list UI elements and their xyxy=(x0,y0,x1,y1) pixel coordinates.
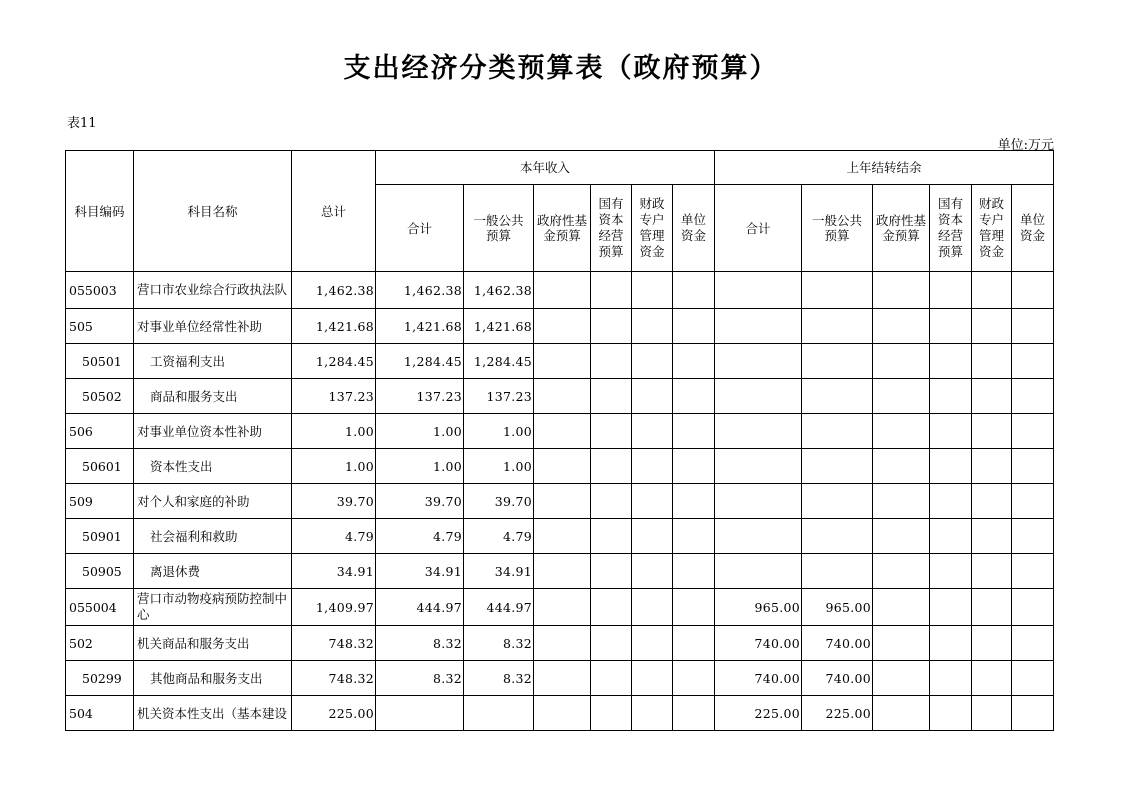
cell-p-cap xyxy=(930,696,972,731)
cell-p-unit xyxy=(1012,309,1054,344)
cell-p-cap xyxy=(930,626,972,661)
table-row xyxy=(66,519,1054,554)
cell-c-gen: 4.79 xyxy=(464,519,534,554)
cell-c-spec xyxy=(632,626,673,661)
cell-c-cap xyxy=(591,309,632,344)
header-carry-special xyxy=(972,185,1012,272)
cell-p-unit xyxy=(1012,484,1054,519)
table-row xyxy=(66,309,1054,344)
cell-p-unit xyxy=(1012,554,1054,589)
cell-c-sum: 1,462.38 xyxy=(376,272,464,309)
table-row xyxy=(66,344,1054,379)
cell-p-gen xyxy=(802,554,873,589)
cell-c-sum: 39.70 xyxy=(376,484,464,519)
header-current-general xyxy=(464,185,534,272)
cell-code: 50901 xyxy=(66,519,134,554)
cell-p-cap xyxy=(930,589,972,626)
cell-p-sum xyxy=(715,554,802,589)
cell-p-spec xyxy=(972,272,1012,309)
cell-p-fund xyxy=(873,272,930,309)
cell-code: 055003 xyxy=(66,272,134,309)
cell-c-cap xyxy=(591,414,632,449)
header-current-fund xyxy=(534,185,591,272)
cell-c-sum: 1,284.45 xyxy=(376,344,464,379)
cell-total: 1,462.38 xyxy=(292,272,376,309)
cell-p-spec xyxy=(972,589,1012,626)
cell-name: 机关商品和服务支出 xyxy=(134,626,292,661)
cell-p-sum xyxy=(715,519,802,554)
header-current-unit xyxy=(673,185,715,272)
cell-p-cap xyxy=(930,661,972,696)
header-carryover: 上年结转结余 xyxy=(715,151,1054,185)
cell-p-sum xyxy=(715,414,802,449)
header-current-unit-text: 单位资金 xyxy=(680,212,706,243)
cell-p-fund xyxy=(873,414,930,449)
cell-c-unit xyxy=(673,661,715,696)
cell-c-sum: 4.79 xyxy=(376,519,464,554)
cell-p-gen xyxy=(802,449,873,484)
cell-p-gen: 965.00 xyxy=(802,589,873,626)
cell-c-gen: 1,284.45 xyxy=(464,344,534,379)
table-row xyxy=(66,626,1054,661)
cell-p-sum: 965.00 xyxy=(715,589,802,626)
cell-p-gen xyxy=(802,272,873,309)
cell-code: 50501 xyxy=(66,344,134,379)
cell-c-spec xyxy=(632,344,673,379)
table-row xyxy=(66,661,1054,696)
cell-p-gen xyxy=(802,344,873,379)
cell-code: 50299 xyxy=(66,661,134,696)
cell-code: 50601 xyxy=(66,449,134,484)
cell-c-spec xyxy=(632,484,673,519)
cell-code: 50905 xyxy=(66,554,134,589)
cell-p-gen xyxy=(802,414,873,449)
cell-p-cap xyxy=(930,484,972,519)
cell-c-fund xyxy=(534,519,591,554)
cell-c-gen: 34.91 xyxy=(464,554,534,589)
cell-p-fund xyxy=(873,309,930,344)
cell-c-gen: 1,462.38 xyxy=(464,272,534,309)
cell-c-cap xyxy=(591,379,632,414)
cell-c-fund xyxy=(534,626,591,661)
header-carry-unit xyxy=(1012,185,1054,272)
cell-p-spec xyxy=(972,414,1012,449)
cell-name: 离退休费 xyxy=(134,554,292,589)
cell-code: 502 xyxy=(66,626,134,661)
cell-c-gen: 1,421.68 xyxy=(464,309,534,344)
cell-code: 50502 xyxy=(66,379,134,414)
cell-c-gen: 39.70 xyxy=(464,484,534,519)
cell-p-cap xyxy=(930,309,972,344)
header-carry-sum: 合计 xyxy=(715,185,802,272)
cell-total: 1,284.45 xyxy=(292,344,376,379)
cell-p-cap xyxy=(930,554,972,589)
cell-total: 1,409.97 xyxy=(292,589,376,626)
cell-c-cap xyxy=(591,272,632,309)
cell-p-gen xyxy=(802,309,873,344)
cell-c-unit xyxy=(673,309,715,344)
header-carry-fund xyxy=(873,185,930,272)
cell-total: 4.79 xyxy=(292,519,376,554)
table-row xyxy=(66,589,1054,626)
table-row xyxy=(66,414,1054,449)
cell-p-unit xyxy=(1012,696,1054,731)
cell-p-unit xyxy=(1012,589,1054,626)
cell-p-sum: 740.00 xyxy=(715,626,802,661)
header-current-special xyxy=(632,185,673,272)
header-current-special-text: 财政专户管理资金 xyxy=(639,196,665,259)
unit-label: 单位:万元 xyxy=(997,138,1054,153)
cell-c-spec xyxy=(632,661,673,696)
cell-p-spec xyxy=(972,344,1012,379)
cell-p-sum xyxy=(715,379,802,414)
cell-c-gen: 8.32 xyxy=(464,626,534,661)
header-carry-general xyxy=(802,185,873,272)
cell-p-unit xyxy=(1012,519,1054,554)
cell-p-gen xyxy=(802,484,873,519)
table-row xyxy=(66,379,1054,414)
cell-p-gen xyxy=(802,519,873,554)
cell-c-spec xyxy=(632,272,673,309)
cell-p-gen: 740.00 xyxy=(802,626,873,661)
table-row xyxy=(66,696,1054,731)
cell-c-sum: 8.32 xyxy=(376,626,464,661)
cell-c-cap xyxy=(591,661,632,696)
cell-p-gen xyxy=(802,379,873,414)
header-carry-general-text: 一般公共预算 xyxy=(811,213,862,243)
cell-p-fund xyxy=(873,344,930,379)
cell-total: 1.00 xyxy=(292,414,376,449)
cell-c-cap xyxy=(591,519,632,554)
header-total: 总计 xyxy=(292,151,376,272)
cell-p-cap xyxy=(930,519,972,554)
cell-p-unit xyxy=(1012,344,1054,379)
cell-c-cap xyxy=(591,589,632,626)
cell-p-spec xyxy=(972,309,1012,344)
cell-p-cap xyxy=(930,414,972,449)
cell-p-sum xyxy=(715,449,802,484)
cell-c-fund xyxy=(534,661,591,696)
cell-c-sum: 444.97 xyxy=(376,589,464,626)
cell-c-cap xyxy=(591,554,632,589)
cell-name: 机关资本性支出（基本建设 xyxy=(134,696,292,731)
cell-p-spec xyxy=(972,661,1012,696)
cell-p-sum xyxy=(715,484,802,519)
cell-c-unit xyxy=(673,344,715,379)
cell-c-cap xyxy=(591,449,632,484)
cell-c-unit xyxy=(673,626,715,661)
cell-c-spec xyxy=(632,589,673,626)
table-row xyxy=(66,272,1054,309)
cell-c-unit xyxy=(673,589,715,626)
cell-name: 对个人和家庭的补助 xyxy=(134,484,292,519)
cell-p-fund xyxy=(873,484,930,519)
header-carry-capital xyxy=(930,185,972,272)
header-current-capital-text: 国有资本经营预算 xyxy=(598,196,624,259)
cell-c-spec xyxy=(632,449,673,484)
cell-c-spec xyxy=(632,519,673,554)
cell-c-unit xyxy=(673,272,715,309)
cell-c-spec xyxy=(632,696,673,731)
cell-total: 39.70 xyxy=(292,484,376,519)
cell-p-sum xyxy=(715,309,802,344)
cell-c-gen: 444.97 xyxy=(464,589,534,626)
cell-p-gen: 225.00 xyxy=(802,696,873,731)
cell-c-fund xyxy=(534,309,591,344)
cell-p-cap xyxy=(930,272,972,309)
cell-c-unit xyxy=(673,554,715,589)
cell-c-sum: 8.32 xyxy=(376,661,464,696)
cell-p-fund xyxy=(873,661,930,696)
cell-c-gen: 1.00 xyxy=(464,449,534,484)
cell-p-sum xyxy=(715,272,802,309)
cell-c-fund xyxy=(534,696,591,731)
cell-p-unit xyxy=(1012,626,1054,661)
cell-c-spec xyxy=(632,414,673,449)
cell-c-fund xyxy=(534,449,591,484)
cell-p-sum xyxy=(715,344,802,379)
cell-total: 748.32 xyxy=(292,626,376,661)
cell-c-unit xyxy=(673,519,715,554)
cell-name: 营口市农业综合行政执法队 xyxy=(134,272,292,309)
cell-c-fund xyxy=(534,554,591,589)
cell-total: 34.91 xyxy=(292,554,376,589)
cell-name: 对事业单位经常性补助 xyxy=(134,309,292,344)
cell-name: 营口市动物疫病预防控制中心 xyxy=(134,589,292,626)
cell-c-sum: 1.00 xyxy=(376,414,464,449)
cell-p-cap xyxy=(930,449,972,484)
cell-p-unit xyxy=(1012,272,1054,309)
cell-name: 对事业单位资本性补助 xyxy=(134,414,292,449)
cell-c-cap xyxy=(591,344,632,379)
cell-p-spec xyxy=(972,696,1012,731)
cell-p-fund xyxy=(873,519,930,554)
cell-total: 1,421.68 xyxy=(292,309,376,344)
cell-p-spec xyxy=(972,449,1012,484)
header-carry-unit-text: 单位资金 xyxy=(1019,212,1045,243)
cell-p-fund xyxy=(873,626,930,661)
cell-c-spec xyxy=(632,379,673,414)
cell-c-sum: 34.91 xyxy=(376,554,464,589)
cell-p-sum: 225.00 xyxy=(715,696,802,731)
header-name: 科目名称 xyxy=(134,151,292,272)
cell-c-gen: 8.32 xyxy=(464,661,534,696)
cell-name: 商品和服务支出 xyxy=(134,379,292,414)
cell-c-spec xyxy=(632,309,673,344)
cell-name: 社会福利和救助 xyxy=(134,519,292,554)
cell-c-gen: 137.23 xyxy=(464,379,534,414)
header-current-income: 本年收入 xyxy=(376,151,715,185)
cell-c-fund xyxy=(534,344,591,379)
cell-c-unit xyxy=(673,696,715,731)
cell-code: 509 xyxy=(66,484,134,519)
cell-p-spec xyxy=(972,626,1012,661)
cell-c-cap xyxy=(591,696,632,731)
cell-c-fund xyxy=(534,379,591,414)
cell-c-unit xyxy=(673,414,715,449)
cell-c-sum: 1,421.68 xyxy=(376,309,464,344)
cell-p-unit xyxy=(1012,414,1054,449)
cell-p-spec xyxy=(972,519,1012,554)
header-carry-capital-text: 国有资本经营预算 xyxy=(937,196,963,259)
cell-p-fund xyxy=(873,449,930,484)
cell-total: 1.00 xyxy=(292,449,376,484)
cell-p-fund xyxy=(873,589,930,626)
cell-p-unit xyxy=(1012,661,1054,696)
cell-c-fund xyxy=(534,589,591,626)
cell-name: 其他商品和服务支出 xyxy=(134,661,292,696)
header-current-fund-text: 政府性基金预算 xyxy=(536,213,587,243)
cell-code: 506 xyxy=(66,414,134,449)
header-code: 科目编码 xyxy=(66,151,134,272)
cell-total: 137.23 xyxy=(292,379,376,414)
cell-c-unit xyxy=(673,484,715,519)
cell-c-fund xyxy=(534,272,591,309)
cell-c-gen: 1.00 xyxy=(464,414,534,449)
cell-c-fund xyxy=(534,484,591,519)
cell-c-sum: 1.00 xyxy=(376,449,464,484)
cell-total: 225.00 xyxy=(292,696,376,731)
cell-code: 055004 xyxy=(66,589,134,626)
cell-name: 资本性支出 xyxy=(134,449,292,484)
cell-c-sum xyxy=(376,696,464,731)
table-row xyxy=(66,449,1054,484)
cell-p-sum: 740.00 xyxy=(715,661,802,696)
cell-p-unit xyxy=(1012,449,1054,484)
cell-p-spec xyxy=(972,554,1012,589)
cell-p-unit xyxy=(1012,379,1054,414)
table-row xyxy=(66,554,1054,589)
cell-p-fund xyxy=(873,696,930,731)
cell-c-spec xyxy=(632,554,673,589)
cell-p-fund xyxy=(873,554,930,589)
header-current-general-text: 一般公共预算 xyxy=(473,213,524,243)
cell-code: 505 xyxy=(66,309,134,344)
header-current-capital xyxy=(591,185,632,272)
cell-code: 504 xyxy=(66,696,134,731)
page-title: 支出经济分类预算表（政府预算） xyxy=(343,53,779,84)
cell-c-unit xyxy=(673,379,715,414)
cell-total: 748.32 xyxy=(292,661,376,696)
cell-p-spec xyxy=(972,379,1012,414)
cell-p-cap xyxy=(930,344,972,379)
table-number: 表11 xyxy=(67,116,97,131)
cell-c-gen xyxy=(464,696,534,731)
budget-table xyxy=(65,150,1054,731)
header-carry-special-text: 财政专户管理资金 xyxy=(978,196,1004,259)
cell-name: 工资福利支出 xyxy=(134,344,292,379)
cell-c-sum: 137.23 xyxy=(376,379,464,414)
cell-p-fund xyxy=(873,379,930,414)
cell-c-cap xyxy=(591,626,632,661)
cell-p-spec xyxy=(972,484,1012,519)
header-current-sum: 合计 xyxy=(376,185,464,272)
table-row xyxy=(66,484,1054,519)
cell-p-cap xyxy=(930,379,972,414)
cell-c-unit xyxy=(673,449,715,484)
header-carry-fund-text: 政府性基金预算 xyxy=(875,213,926,243)
cell-c-cap xyxy=(591,484,632,519)
cell-c-fund xyxy=(534,414,591,449)
cell-p-gen: 740.00 xyxy=(802,661,873,696)
